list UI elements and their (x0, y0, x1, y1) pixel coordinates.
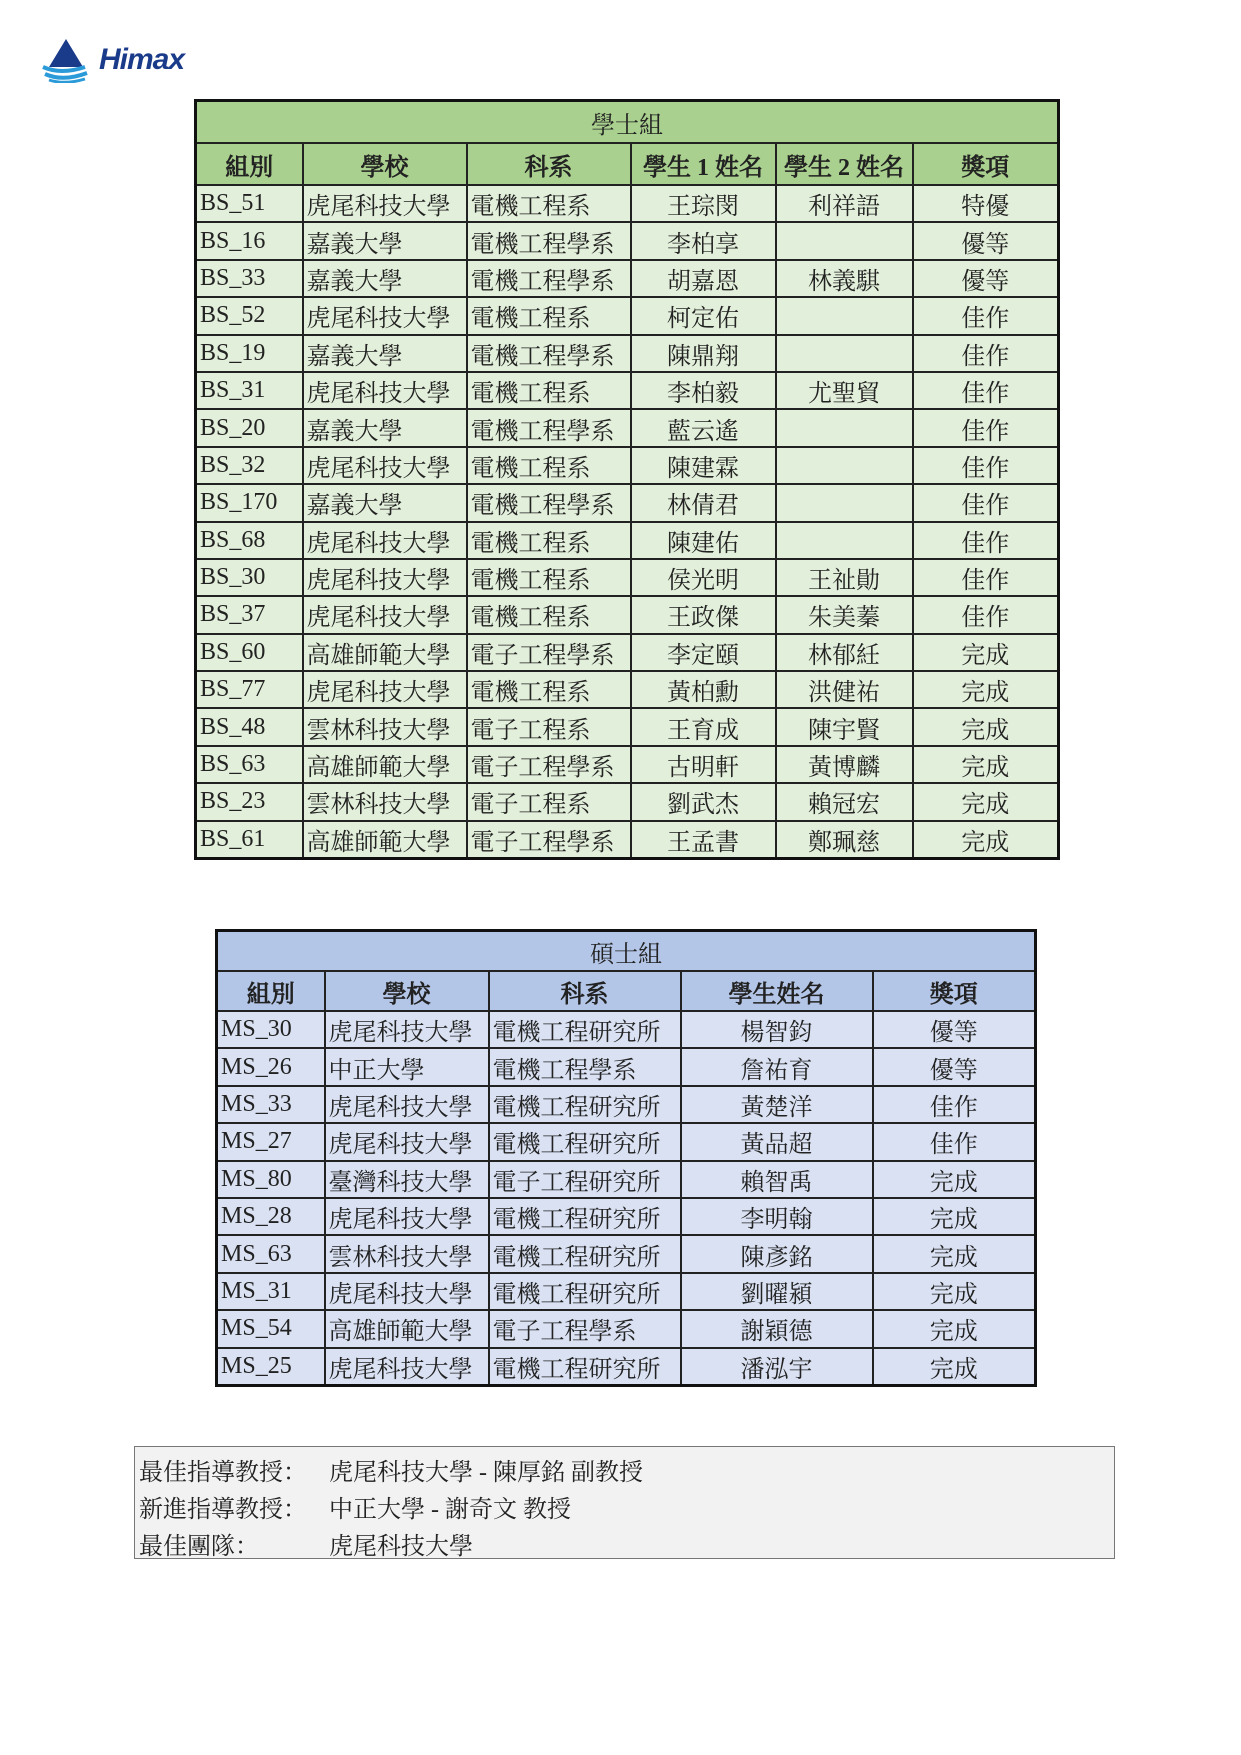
student-2: 林郁紝 (776, 634, 913, 671)
group-id: BS_20 (196, 409, 303, 446)
school: 虎尾科技大學 (325, 1011, 489, 1048)
student-2: 黃博麟 (776, 746, 913, 783)
column-header: 獎項 (913, 143, 1059, 185)
group-id: MS_63 (217, 1235, 325, 1272)
school: 虎尾科技大學 (325, 1086, 489, 1123)
award: 完成 (873, 1235, 1036, 1272)
school: 高雄師範大學 (303, 746, 467, 783)
award: 佳作 (913, 297, 1059, 334)
table-row (196, 671, 1059, 708)
department: 電機工程學系 (467, 335, 631, 372)
award: 佳作 (913, 335, 1059, 372)
department: 電機工程系 (467, 671, 631, 708)
student-2 (776, 335, 913, 372)
school: 嘉義大學 (303, 409, 467, 446)
student-1: 陳建佑 (631, 522, 776, 559)
award: 優等 (913, 222, 1059, 259)
student-1: 陳建霖 (631, 447, 776, 484)
bachelor-title: 學士組 (196, 101, 1059, 144)
award: 佳作 (913, 559, 1059, 596)
department: 電子工程學系 (467, 634, 631, 671)
group-id: MS_30 (217, 1011, 325, 1048)
student-1: 李柏毅 (631, 372, 776, 409)
table-row (196, 783, 1059, 820)
table-row (217, 1086, 1036, 1123)
award: 佳作 (873, 1123, 1036, 1160)
column-header: 學校 (303, 143, 467, 185)
table-row (217, 1161, 1036, 1198)
school: 嘉義大學 (303, 335, 467, 372)
student-2 (776, 447, 913, 484)
column-header: 學生姓名 (681, 971, 873, 1011)
group-id: MS_27 (217, 1123, 325, 1160)
group-id: BS_170 (196, 484, 303, 521)
department: 電機工程研究所 (489, 1235, 681, 1272)
group-id: BS_60 (196, 634, 303, 671)
table-row (196, 297, 1059, 334)
student-2: 利祥語 (776, 185, 913, 222)
award-value: 虎尾科技大學 (329, 1534, 473, 1560)
award: 佳作 (913, 447, 1059, 484)
department: 電機工程系 (467, 372, 631, 409)
student-1: 潘泓宇 (681, 1348, 873, 1386)
group-id: BS_48 (196, 708, 303, 745)
student-2 (776, 409, 913, 446)
department: 電機工程系 (467, 447, 631, 484)
school: 虎尾科技大學 (303, 185, 467, 222)
award: 特優 (913, 185, 1059, 222)
table-row (196, 447, 1059, 484)
student-1: 劉曜潁 (681, 1273, 873, 1310)
award: 完成 (873, 1310, 1036, 1347)
award: 優等 (913, 260, 1059, 297)
group-id: BS_23 (196, 783, 303, 820)
group-id: BS_19 (196, 335, 303, 372)
award: 佳作 (913, 522, 1059, 559)
school: 虎尾科技大學 (325, 1123, 489, 1160)
group-id: BS_16 (196, 222, 303, 259)
table-row (217, 1310, 1036, 1347)
table-row (196, 222, 1059, 259)
department: 電機工程學系 (467, 484, 631, 521)
column-header: 學生 1 姓名 (631, 143, 776, 185)
student-1: 陳彥銘 (681, 1235, 873, 1272)
school: 高雄師範大學 (303, 821, 467, 859)
table-row (217, 1011, 1036, 1048)
student-1: 李明翰 (681, 1198, 873, 1235)
student-1: 劉武杰 (631, 783, 776, 820)
group-id: BS_52 (196, 297, 303, 334)
table-row (196, 596, 1059, 633)
table-row (217, 1048, 1036, 1085)
group-id: MS_80 (217, 1161, 325, 1198)
table-row (196, 409, 1059, 446)
group-id: MS_26 (217, 1048, 325, 1085)
award: 優等 (873, 1048, 1036, 1085)
student-2: 王祉勛 (776, 559, 913, 596)
group-id: BS_68 (196, 522, 303, 559)
department: 電機工程學系 (489, 1048, 681, 1085)
table-row (217, 1198, 1036, 1235)
award-row (139, 1525, 1110, 1562)
table-row (196, 821, 1059, 859)
student-1: 王政傑 (631, 596, 776, 633)
school: 虎尾科技大學 (303, 522, 467, 559)
department: 電機工程研究所 (489, 1348, 681, 1386)
school: 虎尾科技大學 (303, 297, 467, 334)
group-id: BS_30 (196, 559, 303, 596)
student-2 (776, 484, 913, 521)
department: 電機工程學系 (467, 409, 631, 446)
school: 雲林科技大學 (325, 1235, 489, 1272)
student-2: 鄭珮慈 (776, 821, 913, 859)
department: 電機工程研究所 (489, 1011, 681, 1048)
student-1: 楊智鈞 (681, 1011, 873, 1048)
award: 優等 (873, 1011, 1036, 1048)
department: 電子工程系 (467, 708, 631, 745)
student-1: 胡嘉恩 (631, 260, 776, 297)
award: 完成 (873, 1198, 1036, 1235)
table-row (196, 484, 1059, 521)
department: 電子工程系 (467, 783, 631, 820)
table-row (196, 335, 1059, 372)
school: 嘉義大學 (303, 222, 467, 259)
award-row (139, 1488, 1110, 1525)
column-header: 組別 (217, 971, 325, 1011)
award-value: 中正大學 - 謝奇文 教授 (329, 1497, 571, 1523)
student-2: 陳宇賢 (776, 708, 913, 745)
department: 電子工程研究所 (489, 1161, 681, 1198)
student-1: 王琮閔 (631, 185, 776, 222)
school: 中正大學 (325, 1048, 489, 1085)
student-2 (776, 297, 913, 334)
column-header: 科系 (489, 971, 681, 1011)
table-row (196, 522, 1059, 559)
school: 高雄師範大學 (325, 1310, 489, 1347)
column-header: 學校 (325, 971, 489, 1011)
table-row (217, 1235, 1036, 1272)
student-1: 陳鼎翔 (631, 335, 776, 372)
student-1: 古明軒 (631, 746, 776, 783)
award-label: 新進指導教授： (139, 1497, 307, 1523)
department: 電機工程研究所 (489, 1123, 681, 1160)
school: 虎尾科技大學 (325, 1348, 489, 1386)
student-1: 黃品超 (681, 1123, 873, 1160)
student-1: 李柏享 (631, 222, 776, 259)
table-row (196, 185, 1059, 222)
bachelor-table (194, 99, 1060, 860)
group-id: BS_31 (196, 372, 303, 409)
department: 電機工程系 (467, 596, 631, 633)
school: 嘉義大學 (303, 260, 467, 297)
column-header: 科系 (467, 143, 631, 185)
award-label: 最佳團隊： (139, 1534, 259, 1560)
department: 電機工程學系 (467, 222, 631, 259)
award: 佳作 (913, 372, 1059, 409)
group-id: MS_54 (217, 1310, 325, 1347)
award: 完成 (913, 746, 1059, 783)
department: 電子工程學系 (467, 821, 631, 859)
column-header: 組別 (196, 143, 303, 185)
student-1: 黃楚洋 (681, 1086, 873, 1123)
school: 嘉義大學 (303, 484, 467, 521)
master-title: 碩士組 (217, 931, 1036, 972)
school: 雲林科技大學 (303, 783, 467, 820)
award: 佳作 (873, 1086, 1036, 1123)
school: 高雄師範大學 (303, 634, 467, 671)
table-row (217, 1348, 1036, 1386)
school: 雲林科技大學 (303, 708, 467, 745)
department: 電機工程研究所 (489, 1198, 681, 1235)
department: 電機工程系 (467, 522, 631, 559)
school: 虎尾科技大學 (303, 559, 467, 596)
student-2: 朱美蓁 (776, 596, 913, 633)
special-awards-box (134, 1446, 1115, 1559)
school: 虎尾科技大學 (303, 372, 467, 409)
school: 虎尾科技大學 (303, 596, 467, 633)
table-row (217, 1123, 1036, 1160)
table-row (196, 372, 1059, 409)
student-1: 謝穎德 (681, 1310, 873, 1347)
student-1: 李定頤 (631, 634, 776, 671)
school: 虎尾科技大學 (325, 1273, 489, 1310)
student-2: 林義騏 (776, 260, 913, 297)
table-row (196, 559, 1059, 596)
group-id: BS_77 (196, 671, 303, 708)
student-1: 柯定佑 (631, 297, 776, 334)
award: 完成 (913, 634, 1059, 671)
group-id: BS_61 (196, 821, 303, 859)
master-table (215, 929, 1037, 1387)
column-header: 學生 2 姓名 (776, 143, 913, 185)
student-2: 賴冠宏 (776, 783, 913, 820)
group-id: MS_25 (217, 1348, 325, 1386)
department: 電機工程系 (467, 297, 631, 334)
table-row (196, 746, 1059, 783)
group-id: BS_63 (196, 746, 303, 783)
award: 佳作 (913, 409, 1059, 446)
award: 完成 (913, 671, 1059, 708)
award-value: 虎尾科技大學 - 陳厚銘 副教授 (329, 1460, 643, 1486)
group-id: MS_28 (217, 1198, 325, 1235)
student-2: 尤聖貿 (776, 372, 913, 409)
student-1: 林倩君 (631, 484, 776, 521)
student-1: 賴智禹 (681, 1161, 873, 1198)
school: 虎尾科技大學 (325, 1198, 489, 1235)
student-2 (776, 222, 913, 259)
department: 電機工程研究所 (489, 1273, 681, 1310)
group-id: BS_32 (196, 447, 303, 484)
award: 完成 (913, 783, 1059, 820)
group-id: BS_51 (196, 185, 303, 222)
student-1: 藍云遙 (631, 409, 776, 446)
column-header: 獎項 (873, 971, 1036, 1011)
student-2: 洪健祐 (776, 671, 913, 708)
school: 虎尾科技大學 (303, 447, 467, 484)
award: 佳作 (913, 596, 1059, 633)
department: 電子工程學系 (489, 1310, 681, 1347)
award: 完成 (873, 1348, 1036, 1386)
student-1: 王育成 (631, 708, 776, 745)
table-row (196, 708, 1059, 745)
table-row (217, 1273, 1036, 1310)
award: 完成 (913, 821, 1059, 859)
group-id: BS_37 (196, 596, 303, 633)
award-label: 最佳指導教授： (139, 1460, 307, 1486)
department: 電機工程研究所 (489, 1086, 681, 1123)
department: 電子工程學系 (467, 746, 631, 783)
group-id: MS_33 (217, 1086, 325, 1123)
award: 完成 (873, 1161, 1036, 1198)
school: 虎尾科技大學 (303, 671, 467, 708)
school: 臺灣科技大學 (325, 1161, 489, 1198)
group-id: BS_33 (196, 260, 303, 297)
table-row (196, 260, 1059, 297)
department: 電機工程系 (467, 559, 631, 596)
student-1: 黃柏勳 (631, 671, 776, 708)
student-2 (776, 522, 913, 559)
group-id: MS_31 (217, 1273, 325, 1310)
award: 完成 (913, 708, 1059, 745)
award: 完成 (873, 1273, 1036, 1310)
himax-logo (41, 34, 241, 86)
student-1: 侯光明 (631, 559, 776, 596)
table-row (196, 634, 1059, 671)
logo-text: Himax (99, 43, 185, 76)
himax-logo-icon (41, 37, 91, 83)
student-1: 詹祐育 (681, 1048, 873, 1085)
department: 電機工程學系 (467, 260, 631, 297)
department: 電機工程系 (467, 185, 631, 222)
award-row (139, 1451, 1110, 1488)
student-1: 王孟書 (631, 821, 776, 859)
award: 佳作 (913, 484, 1059, 521)
